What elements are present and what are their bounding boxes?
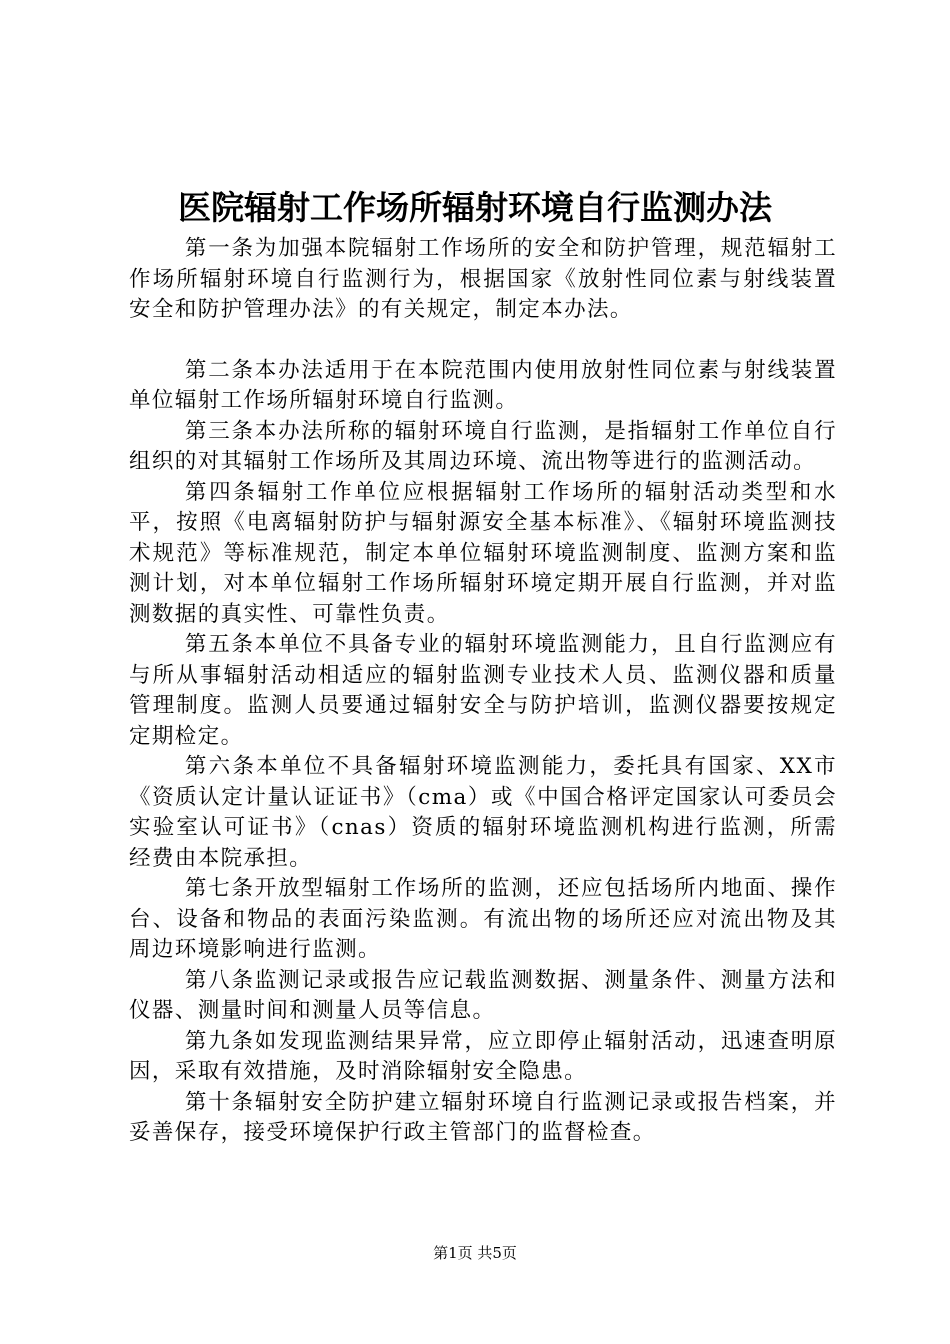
page-number-footer: 第1页 共5页 [433, 1244, 517, 1262]
document-body [129, 234, 837, 1149]
article-3: 第三条本办法所称的辐射环境自行监测，是指辐射工作单位自行组织的对其辐射工作场所及其周边环境、流出物等进行的监测活动。 [129, 418, 837, 474]
article-10: 第十条辐射安全防护建立辐射环境自行监测记录或报告档案，并妥善保存，接受环境保护行政主管部门的监督检查。 [129, 1089, 837, 1145]
article-1: 第一条为加强本院辐射工作场所的安全和防护管理，规范辐射工作场所辐射环境自行监测行为，根据国家《放射性同位素与射线装置安全和防护管理办法》的有关规定，制定本办法。 [129, 236, 837, 322]
article-4: 第四条辐射工作单位应根据辐射工作场所的辐射活动类型和水平，按照《电离辐射防护与辐射源安全基本标准》、《辐射环境监测技术规范》等标准规范，制定本单位辐射环境监测制度、监测方案和监测计划，对本单位辐射工作场所辐射环境定期开展自行监测，并对监测数据的真实性、可靠性负责。 [129, 479, 837, 627]
article-7: 第七条开放型辐射工作场所的监测，还应包括场所内地面、操作台、设备和物品的表面污染监测。有流出物的场所还应对流出物及其周边环境影响进行监测。 [129, 876, 837, 962]
article-9: 第九条如发现监测结果异常，应立即停止辐射活动，迅速查明原因，采取有效措施，及时消除辐射安全隐患。 [129, 1028, 837, 1084]
article-5: 第五条本单位不具备专业的辐射环境监测能力，且自行监测应有与所从事辐射活动相适应的辐射监测专业技术人员、监测仪器和质量管理制度。监测人员要通过辐射安全与防护培训，监测仪器要按规定定期检定。 [129, 632, 837, 749]
article-8: 第八条监测记录或报告应记载监测数据、测量条件、测量方法和仪器、测量时间和测量人员等信息。 [129, 967, 837, 1023]
article-6: 第六条本单位不具备辐射环境监测能力，委托具有国家、XX市《资质认定计量认证证书》（cma）或《中国合格评定国家认可委员会实验室认可证书》（cnas）资质的辐射环境监测机构进行监测，所需经费由本院承担。 [129, 754, 837, 871]
document-title: 医院辐射工作场所辐射环境自行监测办法 [178, 188, 772, 227]
article-2: 第二条本办法适用于在本院范围内使用放射性同位素与射线装置单位辐射工作场所辐射环境自行监测。 [129, 357, 837, 413]
